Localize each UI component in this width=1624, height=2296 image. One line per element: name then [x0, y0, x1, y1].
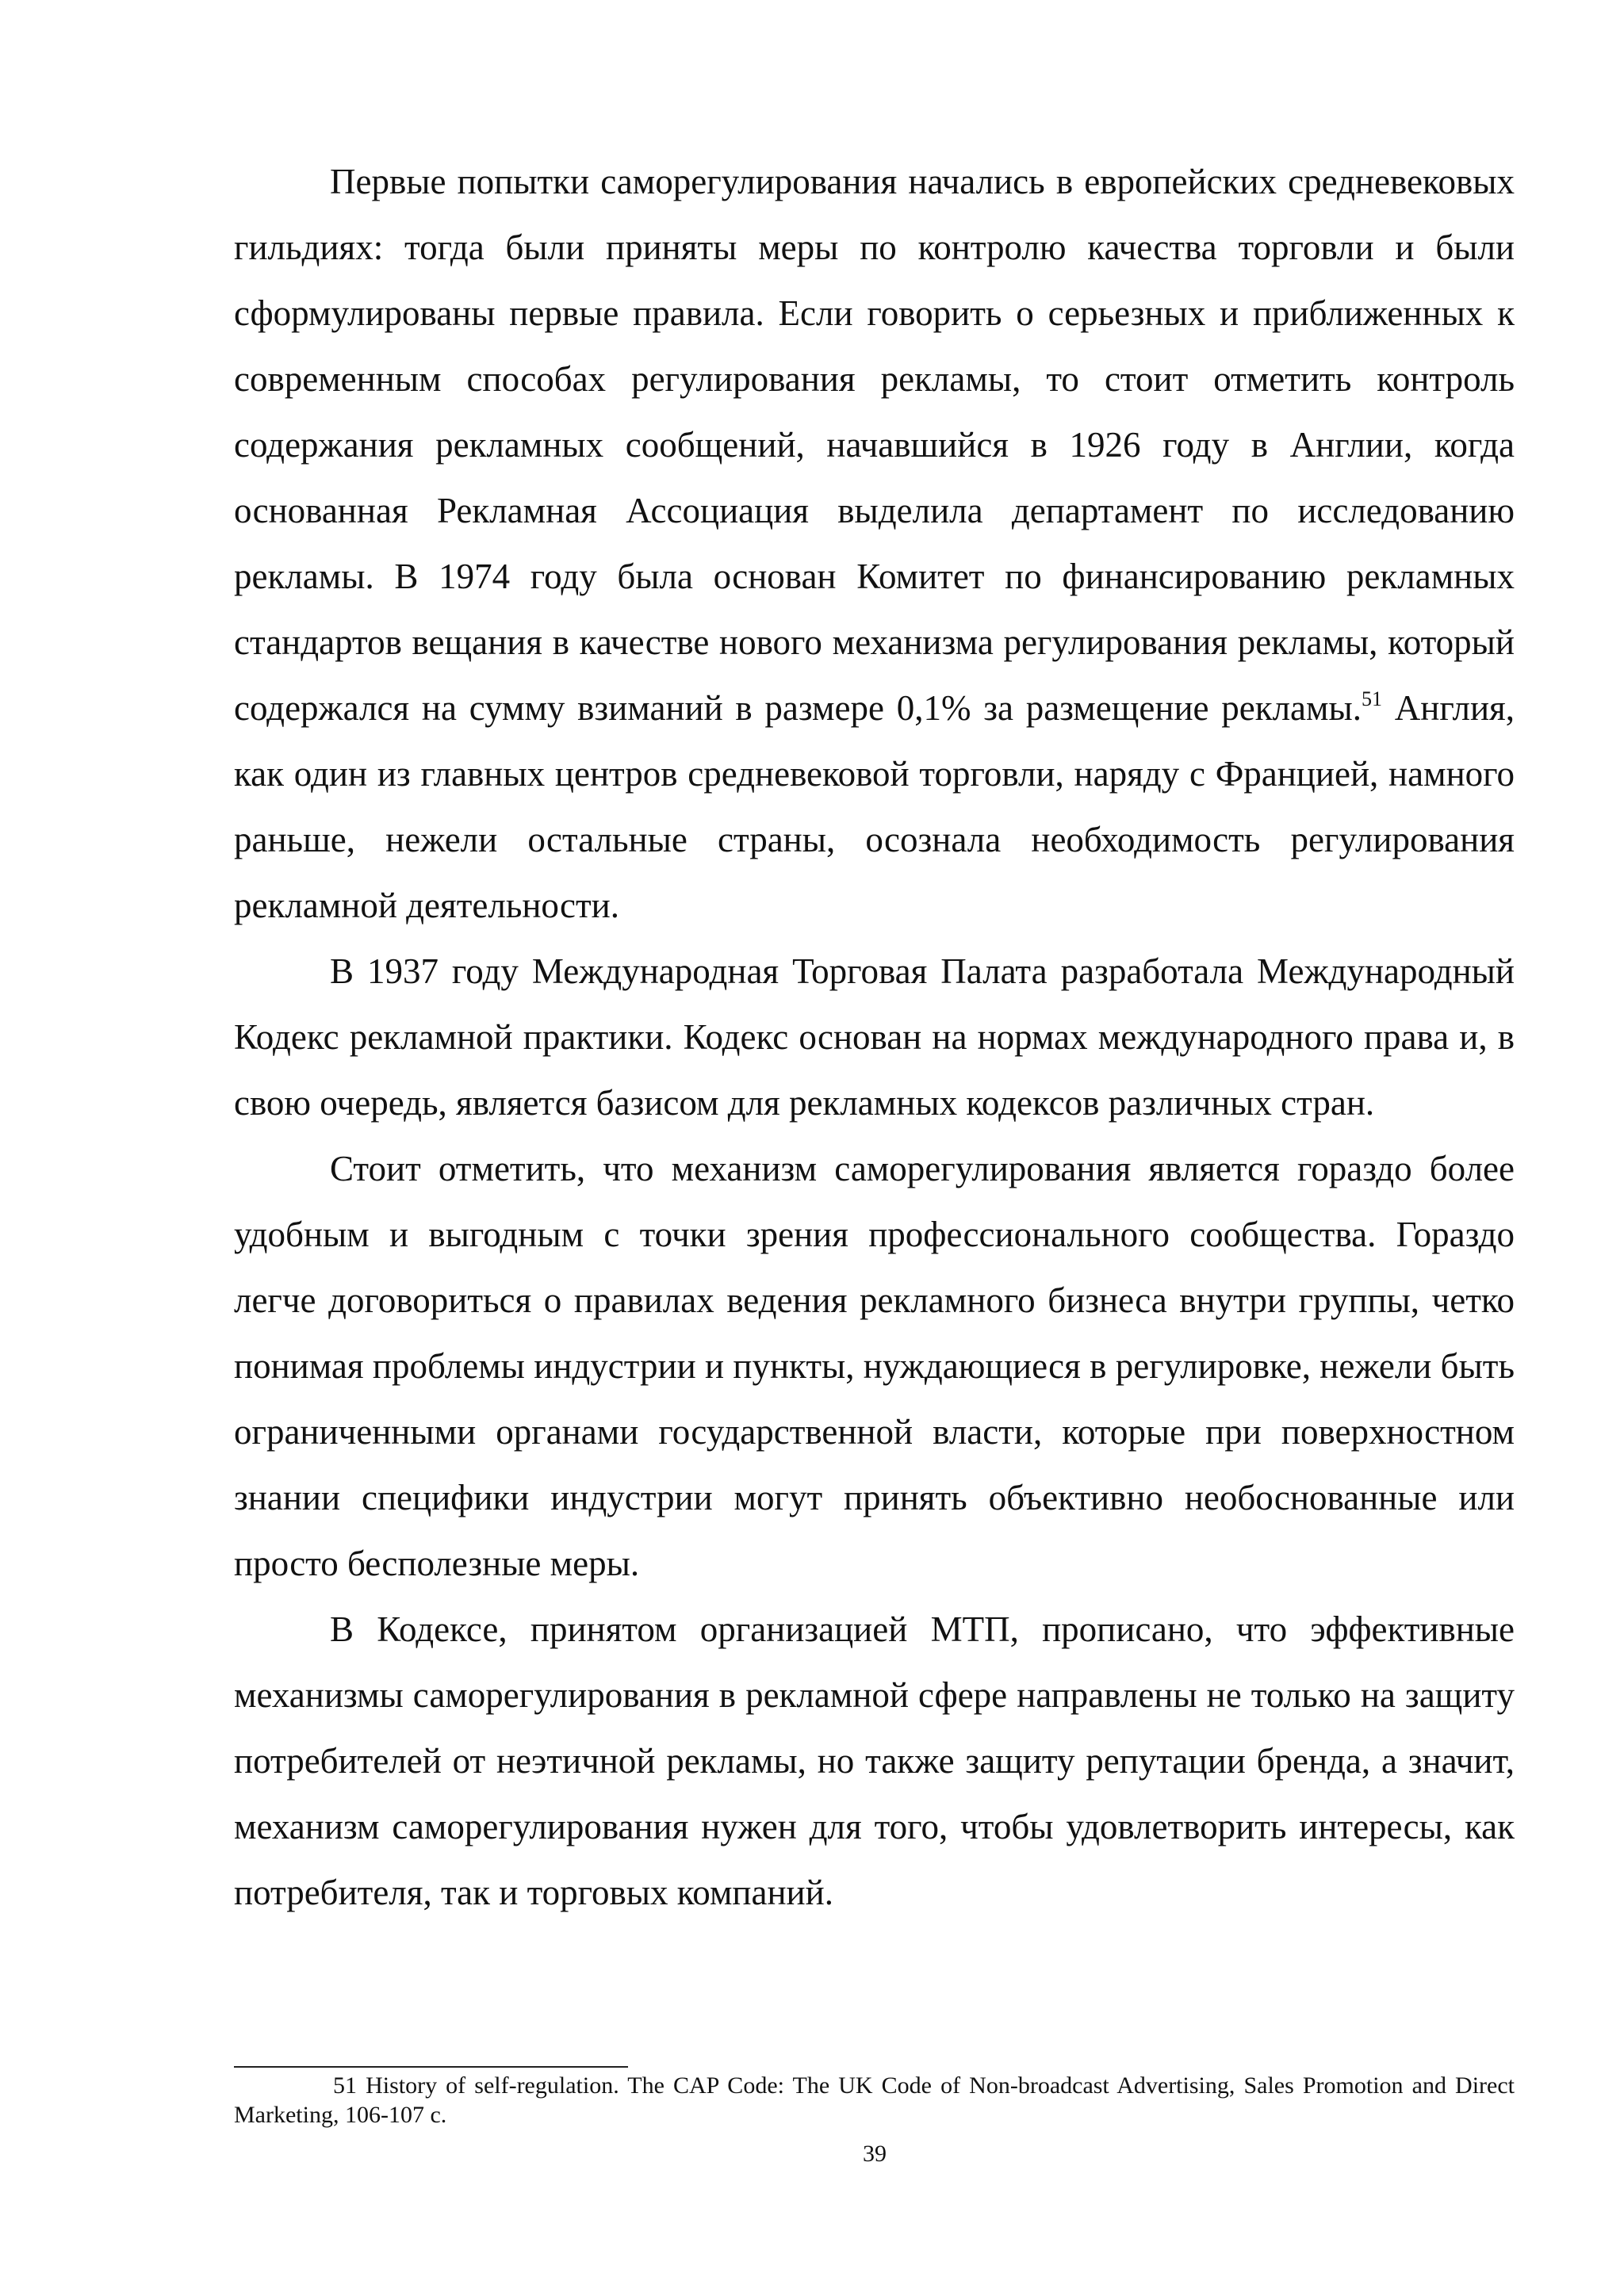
body-text — [234, 149, 1515, 1926]
paragraph-icc-code: В 1937 году Международная Торговая Палата разработала Международный Кодекс рекламной практики. Кодекс основан на нормах международного права и, в свою очередь, является базисом для рекламных кодексов различных стран. — [234, 951, 1515, 1123]
paragraph-self-regulation-benefits: Стоит отметить, что механизм саморегулирования является гораздо более удобным и выгодным с точки зрения профессионального сообщества. Гораздо легче договориться о правилах ведения рекламного бизнеса внутри группы, четко понимая проблемы индустрии и пункты, нуждающиеся в регулировке, нежели быть ограниченными органами государственной власти, которые при поверхностном знании специфики индустрии могут принять объективно необоснованные или просто бесполезные меры. — [234, 1149, 1515, 1583]
paragraph-code-mechanisms: В Кодексе, принятом организацией МТП, прописано, что эффективные механизмы саморегулирования в рекламной сфере направлены не только на защиту потребителей от неэтичной рекламы, но также защиту репутации бренда, а значит, механизм саморегулирования нужен для того, чтобы удовлетворить интересы, как потребителя, так и торговых компаний. — [234, 1609, 1515, 1912]
footnote-reference[interactable]: 51 — [1362, 687, 1382, 710]
paragraph-text: Англия, как один из главных центров средневековой торговли, наряду с Францией, намного раньше, нежели остальные страны, осознала необходимость регулирования рекламной деятельности. — [234, 688, 1515, 925]
page-number: 39 — [863, 2141, 887, 2167]
paragraph-text: Первые попытки саморегулирования начались в европейских средневековых гильдиях: тогда были приняты меры по контролю качества торговли и были сформулированы первые правила. Если говорить о серьезных и приближенных к современным способах регулирования рекламы, то стоит отметить контроль содержания рекламных сообщений, начавшийся в 1926 году в Англии, когда основанная Рекламная Ассоциация выделила департамент по исследованию рекламы. В 1974 году была основан Комитет по финансированию рекламных стандартов вещания в качестве нового механизма регулирования рекламы, который содержался на сумму взиманий в размере 0,1% за размещение рекламы. — [234, 162, 1515, 728]
footnote-separator — [234, 2066, 628, 2068]
footnote-text: 51 History of self-regulation. The CAP Code: The UK Code of Non-broadcast Advertising, Sales Promotion and Direct Marketing, 106-107 с. — [234, 2072, 1515, 2128]
paragraph-self-regulation-history — [234, 149, 1515, 939]
